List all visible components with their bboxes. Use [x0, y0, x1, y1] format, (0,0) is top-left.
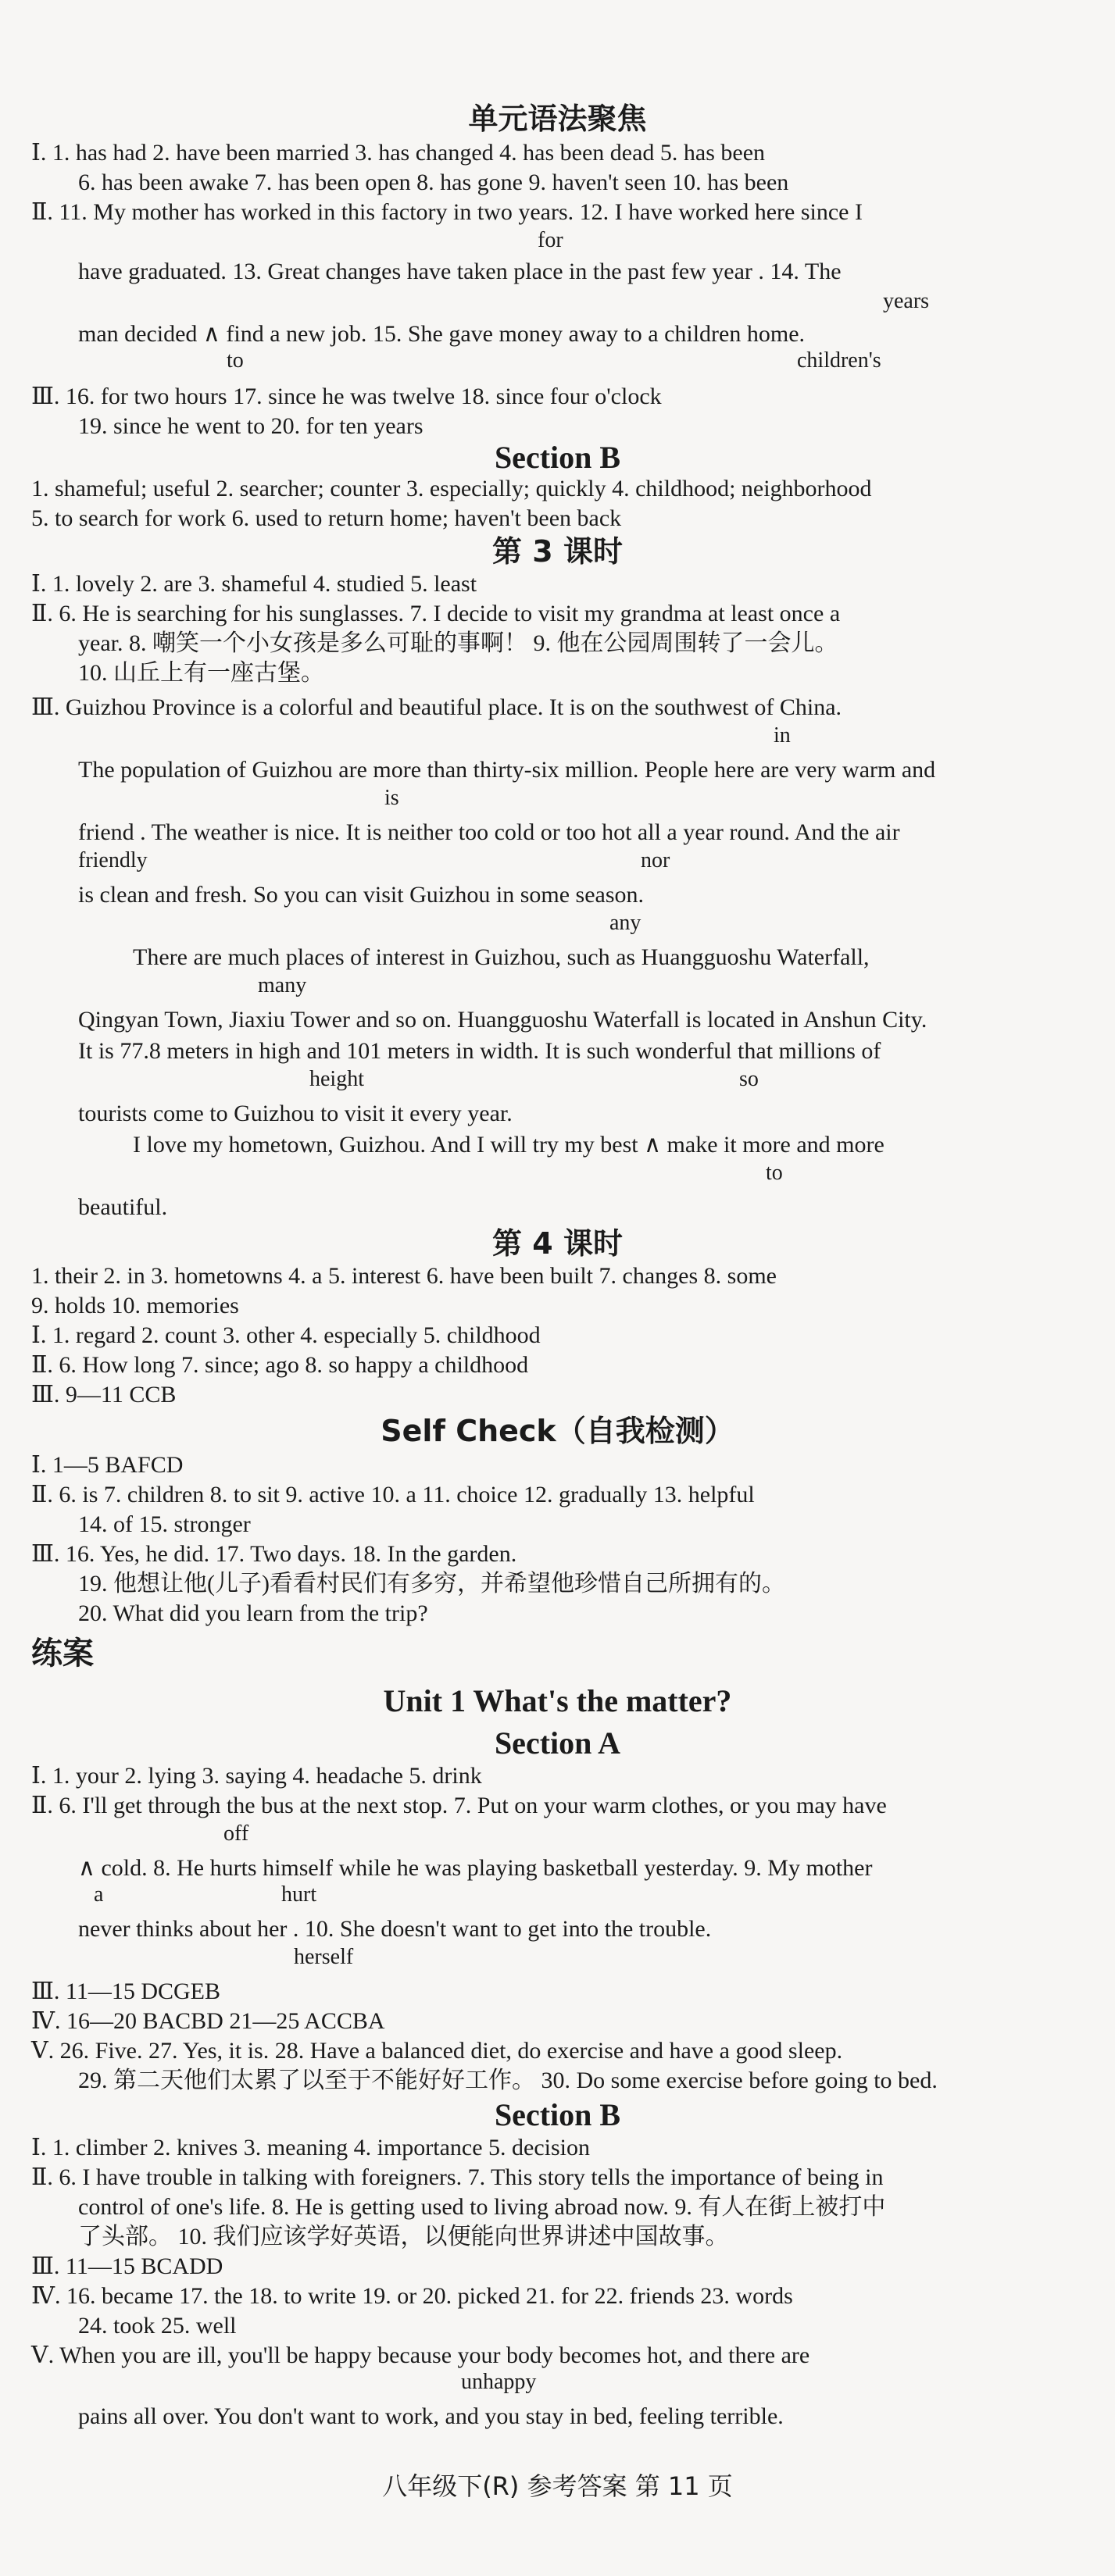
correction: to: [766, 1161, 783, 1185]
answer-line: year. 8. 嘲笑一个小女孩是多么可耻的事啊！ 9. 他在公园周围转了一会儿。: [78, 630, 838, 656]
passage-line: is clean and fresh. So you can visit Guizhou in some season.: [78, 882, 645, 908]
passage-line: tourists come to Guizhou to visit it every year.: [78, 1101, 513, 1126]
answer-line: Ⅱ. 6. I have trouble in talking with foreigners. 7. This story tells the importance of being in: [31, 2164, 884, 2190]
passage-line: I love my hometown, Guizhou. And I will try my best ∧ make it more and more: [133, 1132, 884, 1158]
answer-line: Ⅲ. 9—11 CCB: [31, 1382, 177, 1408]
answer-line: Ⅰ. 1. lovely 2. are 3. shameful 4. studied 5. least: [31, 571, 477, 597]
answer-line: control of one's life. 8. He is getting used to living abroad now. 9. 有人在街上被打中: [78, 2194, 886, 2220]
section-b-title: Section B: [494, 440, 621, 475]
answer-line: Ⅰ. 1. regard 2. count 3. other 4. especially 5. childhood: [31, 1322, 541, 1348]
answer-line: Ⅳ. 16. became 17. the 18. to write 19. or 20. picked 21. for 22. friends 23. words: [31, 2283, 793, 2309]
passage-line: friend . The weather is nice. It is neither too cold or too hot all a year round. And the air: [78, 819, 900, 845]
answer-line: Ⅲ. 16. for two hours 17. since he was twelve 18. since four o'clock: [31, 384, 662, 409]
answer-line: 14. of 15. stronger: [78, 1511, 251, 1537]
answer-line: 29. 第二天他们太累了以至于不能好好工作。 30. Do some exercise before going to bed.: [78, 2068, 938, 2093]
answer-line: 24. took 25. well: [78, 2313, 237, 2339]
correction: years: [883, 289, 930, 313]
answer-line: Ⅰ. 1. has had 2. have been married 3. has changed 4. has been dead 5. has been: [31, 140, 766, 166]
self-check-title: Self Check（自我检测）: [381, 1414, 734, 1448]
answer-line: 1. shameful; useful 2. searcher; counter 3. especially; quickly 4. childhood; neighborhood: [31, 476, 872, 501]
passage-line: beautiful.: [78, 1194, 168, 1220]
answer-line: Ⅱ. 6. is 7. children 8. to sit 9. active 10. a 11. choice 12. gradually 13. helpful: [31, 1482, 755, 1507]
passage-line: pains all over. You don't want to work, and you stay in bed, feeling terrible.: [78, 2403, 784, 2429]
correction: friendly: [78, 848, 148, 872]
answer-line: 1. their 2. in 3. hometowns 4. a 5. interest 6. have been built 7. changes 8. some: [31, 1263, 777, 1289]
correction: hurt: [281, 1882, 317, 1907]
correction: so: [739, 1067, 759, 1091]
correction: height: [309, 1067, 364, 1091]
answer-line: Ⅲ. 16. Yes, he did. 17. Two days. 18. In the garden.: [31, 1541, 517, 1567]
unit-grammar-title: 单元语法聚焦: [468, 102, 647, 136]
answer-line: Ⅲ. 11—15 DCGEB: [31, 1978, 220, 2004]
answer-line: Ⅴ. 26. Five. 27. Yes, it is. 28. Have a balanced diet, do exercise and have a good sleep.: [31, 2038, 843, 2064]
section-b-title: Section B: [494, 2097, 621, 2132]
answer-line: Ⅱ. 6. He is searching for his sunglasses. 7. I decide to visit my grandma at least once a: [31, 601, 841, 626]
answer-line: Ⅰ. 1. your 2. lying 3. saying 4. headache 5. drink: [31, 1763, 482, 1789]
answer-line: ∧ cold. 8. He hurts himself while he was playing basketball yesterday. 9. My mother: [78, 1855, 873, 1881]
answer-line: 6. has been awake 7. has been open 8. has gone 9. haven't seen 10. has been: [78, 169, 789, 195]
correction: unhappy: [461, 2370, 537, 2394]
answer-line: 10. 山丘上有一座古堡。: [78, 660, 324, 686]
passage-line: There are much places of interest in Guizhou, such as Huangguoshu Waterfall,: [133, 944, 870, 970]
correction: herself: [294, 1945, 354, 1969]
passage-line: Ⅴ. When you are ill, you'll be happy because your body becomes hot, and there are: [31, 2342, 810, 2368]
answer-line: 19. since he went to 20. for ten years: [78, 413, 423, 439]
answer-line: man decided ∧ find a new job. 15. She gave money away to a children home.: [78, 321, 806, 347]
correction: in: [774, 723, 791, 747]
answer-line: Ⅱ. 6. I'll get through the bus at the next stop. 7. Put on your warm clothes, or you may have: [31, 1793, 887, 1818]
answer-line: Ⅲ. 11—15 BCADD: [31, 2253, 223, 2279]
passage-line: Qingyan Town, Jiaxiu Tower and so on. Huangguoshu Waterfall is located in Anshun City.: [78, 1007, 927, 1033]
answer-line: 5. to search for work 6. used to return home; haven't been back: [31, 505, 622, 531]
answer-line: 19. 他想让他(儿子)看看村民们有多穷，并希望他珍惜自己所拥有的。: [78, 1571, 785, 1597]
passage-line: It is 77.8 meters in high and 101 meters in width. It is such wonderful that millions of: [78, 1038, 881, 1064]
lian-an-heading: 练案: [31, 1636, 94, 1672]
answer-line: 9. holds 10. memories: [31, 1293, 239, 1318]
answer-line: Ⅰ. 1. climber 2. knives 3. meaning 4. importance 5. decision: [31, 2135, 591, 2160]
lesson-4-title: 第 4 课时: [492, 1226, 623, 1261]
correction: any: [609, 911, 641, 935]
unit-1-title: Unit 1 What's the matter?: [383, 1683, 732, 1718]
answer-line: 20. What did you learn from the trip?: [78, 1600, 428, 1626]
answer-line: have graduated. 13. Great changes have taken place in the past few year . 14. The: [78, 259, 842, 284]
section-a-title: Section A: [494, 1725, 621, 1761]
answer-line: never thinks about her . 10. She doesn't want to get into the trouble.: [78, 1916, 712, 1942]
correction: children's: [797, 348, 881, 373]
correction: a: [94, 1882, 104, 1907]
correction: nor: [641, 848, 670, 872]
correction: off: [223, 1821, 249, 1846]
passage-line: Ⅲ. Guizhou Province is a colorful and beautiful place. It is on the southwest of China.: [31, 694, 842, 720]
answer-line: Ⅱ. 11. My mother has worked in this factory in two years. 12. I have worked here since I: [31, 199, 863, 225]
lesson-3-title: 第 3 课时: [492, 534, 623, 569]
correction: many: [258, 973, 307, 997]
answer-line: Ⅱ. 6. How long 7. since; ago 8. so happy a childhood: [31, 1352, 529, 1378]
passage-line: The population of Guizhou are more than thirty-six million. People here are very warm and: [78, 757, 936, 783]
answer-line: Ⅳ. 16—20 BACBD 21—25 ACCBA: [31, 2008, 385, 2034]
answer-line: 了头部。 10. 我们应该学好英语，以便能向世界讲述中国故事。: [78, 2224, 729, 2250]
page-footer: 八年级下(R) 参考答案 第 11 页: [382, 2471, 733, 2501]
correction: is: [384, 786, 399, 810]
correction: to: [227, 348, 244, 373]
correction: for: [538, 228, 563, 252]
answer-line: Ⅰ. 1—5 BAFCD: [31, 1452, 184, 1478]
